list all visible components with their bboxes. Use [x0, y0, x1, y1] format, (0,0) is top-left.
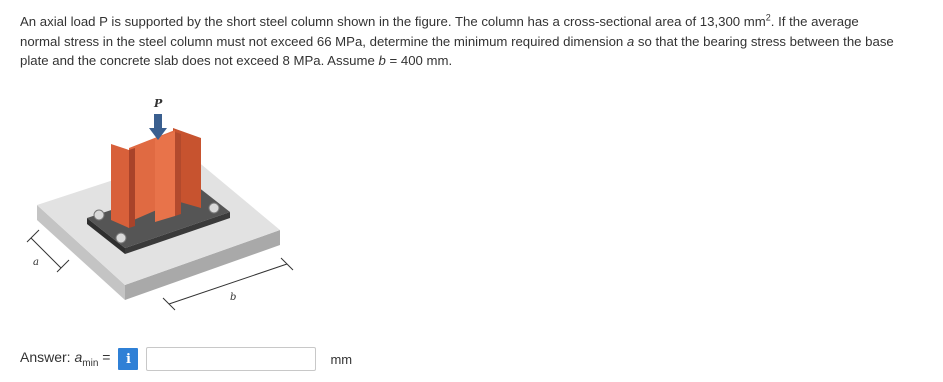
dimension-b-tick-left	[163, 298, 175, 310]
problem-text-3: so that the bearing stress between the base plate and the concrete slab does not exceed 8 MPa. Assume	[20, 33, 894, 68]
area-superscript: 2	[765, 12, 771, 23]
column-illustration	[25, 90, 300, 320]
column-flange-left-face	[129, 148, 135, 228]
problem-statement	[20, 12, 900, 71]
label-b: b	[230, 292, 237, 303]
column-flange-left	[111, 144, 129, 228]
answer-equals: =	[98, 349, 111, 366]
answer-input[interactable]	[146, 347, 316, 371]
answer-row	[20, 344, 352, 374]
answer-label	[20, 349, 110, 369]
variable-b: b	[378, 53, 386, 68]
column-figure	[25, 90, 300, 320]
bolt-icon	[209, 203, 219, 213]
problem-text-2: . If the average normal stress in the steel column must not exceed 66 MPa, determine the minimum required dimension	[20, 14, 859, 49]
dimension-b-tick-right	[281, 258, 293, 270]
label-a: a	[33, 257, 39, 268]
unit-label: mm	[330, 351, 353, 367]
bolt-icon	[94, 210, 104, 220]
load-arrow-shaft	[154, 114, 162, 130]
column-flange-front-edge	[175, 132, 181, 216]
problem-text-4: = 400 mm.	[385, 53, 453, 68]
answer-variable: a	[74, 349, 83, 366]
problem-text-1: An axial load P is supported by the short steel column shown in the figure. The column has a cross-sectional area of 13,300 mm	[20, 14, 766, 29]
column-flange-front	[155, 132, 175, 222]
answer-label-text: Answer:	[20, 349, 75, 366]
info-icon[interactable]: i	[118, 348, 138, 370]
answer-subscript: min	[82, 357, 99, 369]
label-p: P	[154, 97, 163, 110]
variable-a: a	[626, 33, 635, 49]
bolt-icon	[116, 233, 126, 243]
